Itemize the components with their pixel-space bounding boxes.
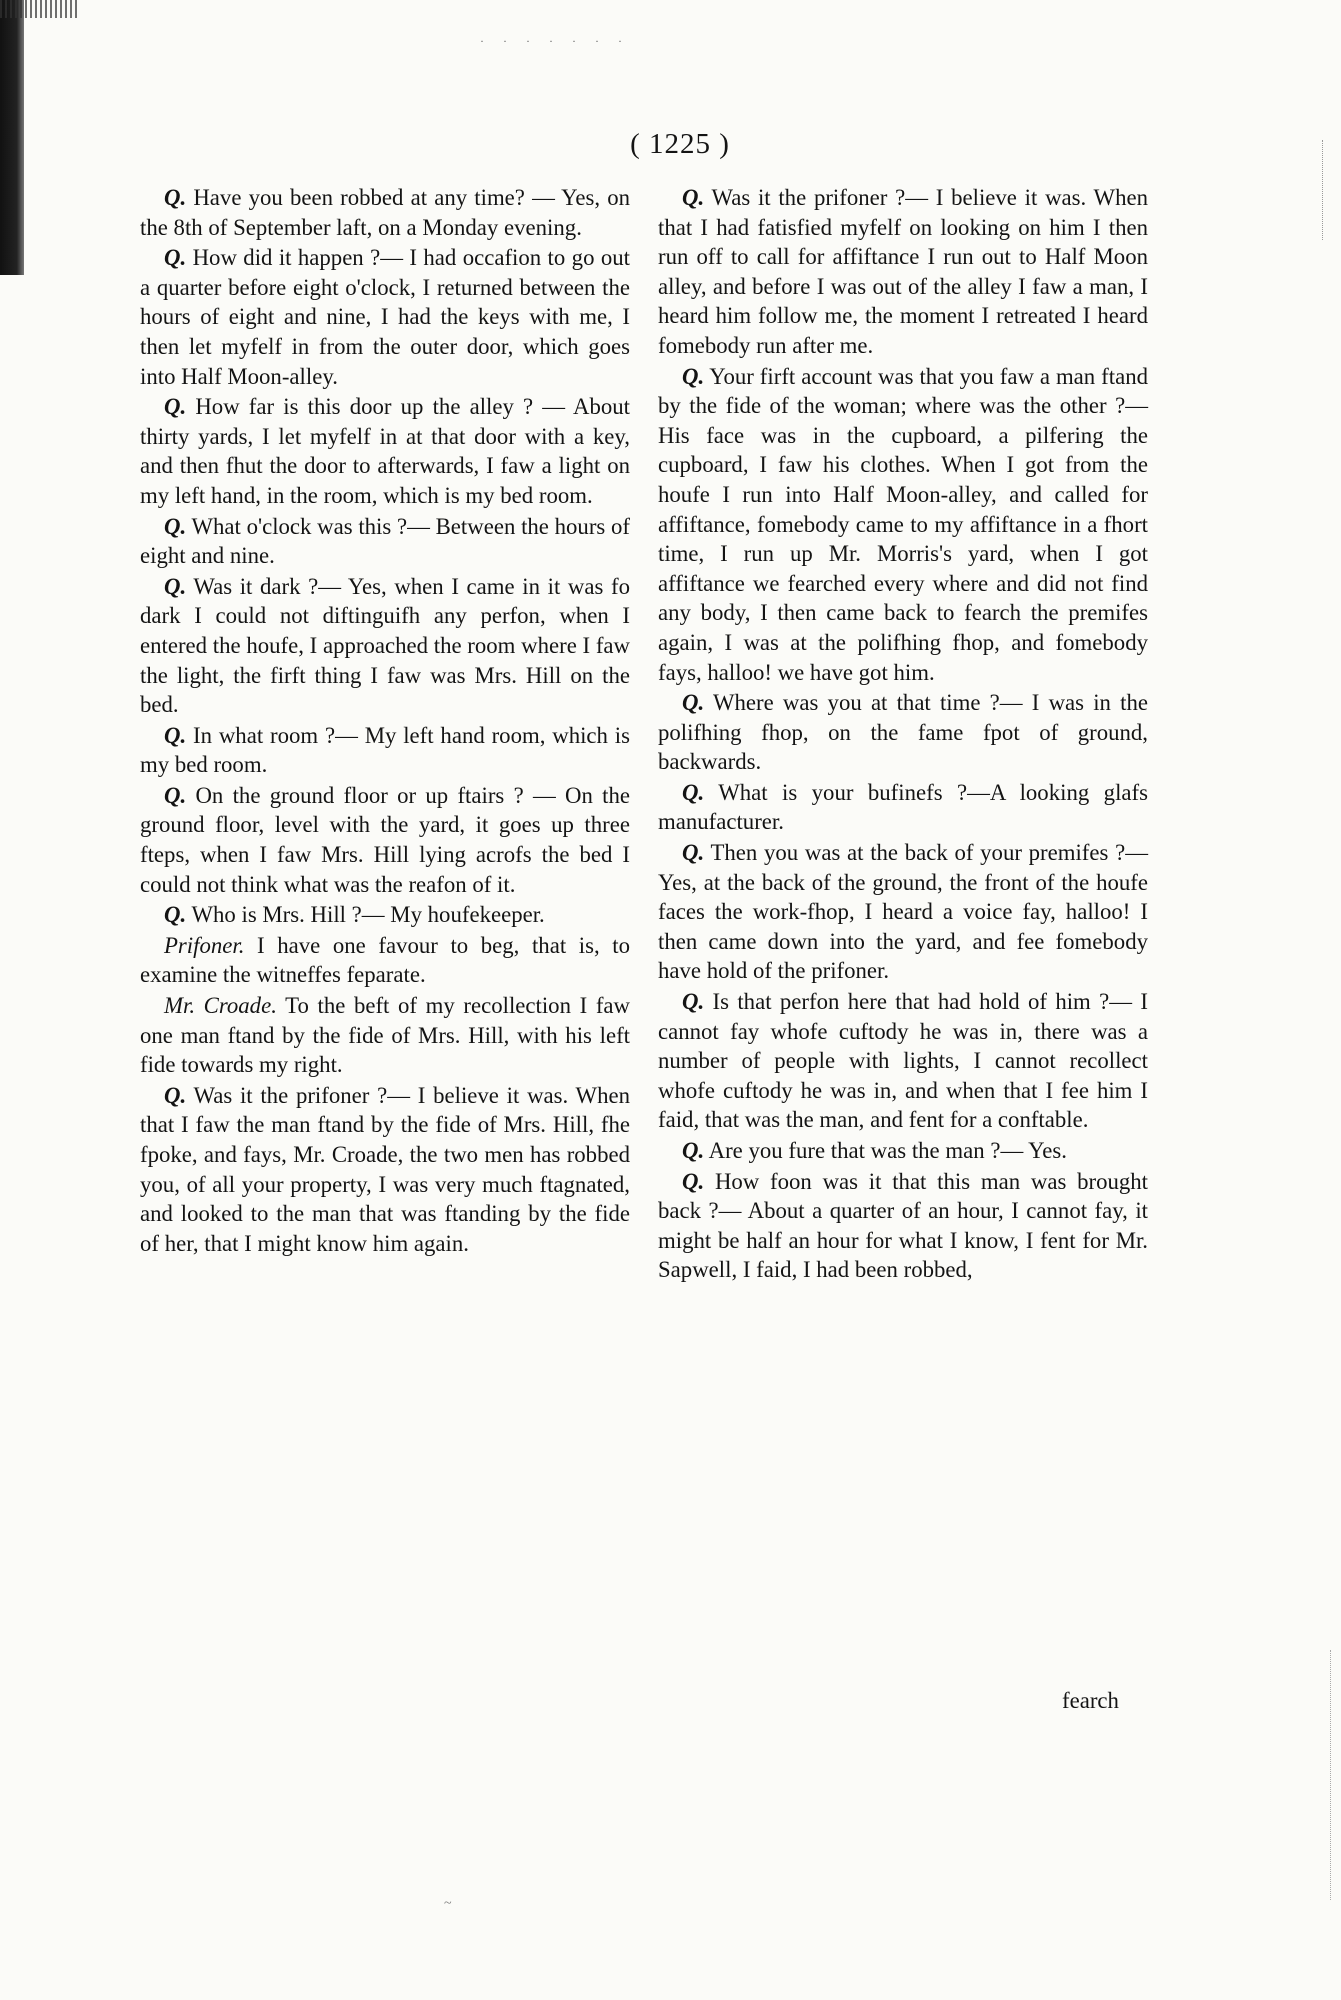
binding-edge xyxy=(0,0,24,275)
question-marker: Q. xyxy=(164,245,187,271)
paragraph xyxy=(140,900,630,930)
paragraph xyxy=(140,721,630,780)
paragraph-text: In what room ?— My left hand room, which is my bed room. xyxy=(140,722,630,778)
paragraph xyxy=(140,781,630,899)
paragraph-text: Is that perfon here that had hold of him ?— I cannot fay whofe cuftody he was in, there was a number of people with lights, I cannot recollect whofe cuftody he was in, and when that I fee him I faid, that was the man, and fent for a conftable. xyxy=(658,989,1149,1133)
question-marker: Q. xyxy=(164,902,187,928)
paragraph-text: I have one favour to beg, that is, to examine the witneffes feparate. xyxy=(140,932,630,988)
question-marker: Q. xyxy=(682,1138,705,1163)
paragraph xyxy=(658,688,1148,777)
speaker-name: Prifoner. xyxy=(164,932,245,958)
paragraph-text: On the ground floor or up ftairs ? — On the ground floor, level with the yard, it goes up three fteps, when I faw Mrs. Hill lying acrofs the bed I could not think what was the reafon of it. xyxy=(140,782,631,897)
paragraph xyxy=(658,362,1148,688)
paragraph-text: How far is this door up the alley ? — About thirty yards, I let myfelf in at that door with a key, and then fhut the door to afterwards, I faw a light on my left hand, in the room, which is my bed room. xyxy=(140,394,630,508)
question-marker: Q. xyxy=(682,989,705,1015)
margin-marks-lower xyxy=(1330,1650,1335,1900)
question-marker: Q. xyxy=(682,1168,705,1194)
paragraph xyxy=(658,183,1148,361)
paragraph-text: Then you was at the back of your premifes ?— Yes, at the back of the ground, the front of the houfe faces the work-fhop, I heard a voice fay, halloo! I then came down into the yard, and fee fomebody have hold of the prifoner. xyxy=(658,840,1148,984)
paragraph xyxy=(140,572,630,720)
paragraph xyxy=(658,838,1148,986)
paragraph xyxy=(140,1081,630,1259)
question-marker: Q. xyxy=(164,394,187,420)
paragraph-text: How did it happen ?— I had occafion to go out a quarter before eight o'clock, I returned between the hours of eight and nine, I had the keys with me, I then let myfelf in from the outer door, which goes into Half Moon-alley. xyxy=(140,245,630,389)
question-marker: Q. xyxy=(164,1082,187,1108)
paragraph xyxy=(140,392,630,510)
paragraph xyxy=(140,243,630,391)
paragraph-text: Was it the prifoner ?— I believe it was. When that I had fatisfied myfelf on looking on him I then run off to call for affiftance I run out to Half Moon alley, and before I was out of the alley I faw a man, I heard him follow me, the moment I retreated I heard fomebody run after me. xyxy=(658,185,1148,358)
paragraph-text: Was it the prifoner ?— I believe it was. When that I faw the man ftand by the fide of Mrs. Hill, fhe fpoke, and fays, Mr. Croade, the two men has robbed you, of all your property, I was very much ftagnated, and looked to the man that was ftanding by the fide of her, that I might know him again. xyxy=(140,1082,630,1256)
paragraph-text: Who is Mrs. Hill ?— My houfekeeper. xyxy=(191,902,545,928)
question-marker: Q. xyxy=(164,185,187,210)
binding-top-marks xyxy=(0,0,80,18)
right-column xyxy=(658,183,1148,1286)
paragraph xyxy=(140,931,630,990)
paragraph xyxy=(658,1136,1148,1166)
paragraph-text: Was it dark ?— Yes, when I came in it was fo dark I could not diftinguifh any perfon, when I entered the houfe, I approached the room where I faw the light, the firft thing I faw was Mrs. Hill on the bed. xyxy=(140,573,630,718)
question-marker: Q. xyxy=(164,513,187,539)
left-column xyxy=(140,183,630,1259)
paragraph-text: What is your bufinefs ?—A looking glafs manufacturer. xyxy=(658,779,1148,835)
question-marker: Q. xyxy=(164,782,187,808)
paragraph-text: Are you fure that was the man ?— Yes. xyxy=(708,1138,1067,1163)
paragraph xyxy=(140,991,630,1080)
question-marker: Q. xyxy=(682,690,705,716)
question-marker: Q. xyxy=(682,779,705,805)
catchword: fearch xyxy=(1062,1688,1119,1713)
paragraph xyxy=(658,987,1148,1135)
question-marker: Q. xyxy=(682,840,705,866)
paragraph xyxy=(140,183,630,242)
question-marker: Q. xyxy=(164,722,187,748)
paragraph-text: Your firft account was that you faw a man ftand by the fide of the woman; where was the other ?— His face was in the cupboard, a pilfering the cupboard, I faw his clothes. When I got from the houfe I run into Half Moon-alley, and called for affiftance, fomebody came to my affiftance in a fhort time, I run up Mr. Morris's yard, when I got affiftance we fearched every where and did not find any body, I then came back to fearch the premifes again, I was at the polifhing fhop, and fomebody fays, halloo! we have got him. xyxy=(658,363,1148,685)
paragraph-text: Have you been robbed at any time? — Yes, on the 8th of September laft, on a Monday evening. xyxy=(140,185,631,240)
paragraph-text: What o'clock was this ?— Between the hours of eight and nine. xyxy=(140,513,630,569)
print-mark: ~ xyxy=(444,1896,452,1911)
paragraph-text: To the beft of my recollection I faw one man ftand by the fide of Mrs. Hill, with his left fide towards my right. xyxy=(140,993,630,1078)
question-marker: Q. xyxy=(682,363,705,389)
page-number: ( 1225 ) xyxy=(630,128,730,160)
paragraph-text: Where was you at that time ?— I was in the polifhing fhop, on the fame fpot of ground, backwards. xyxy=(658,690,1148,775)
paragraph xyxy=(658,1167,1148,1285)
question-marker: Q. xyxy=(682,185,705,210)
margin-marks xyxy=(1322,140,1327,240)
speaker-name: Mr. Croade. xyxy=(164,993,277,1019)
print-specks: · · · · · · · xyxy=(480,34,630,48)
question-marker: Q. xyxy=(164,573,187,599)
paragraph xyxy=(658,778,1148,837)
paragraph xyxy=(140,512,630,571)
paragraph-text: How foon was it that this man was brought back ?— About a quarter of an hour, I cannot fay, it might be half an hour for what I know, I fent for Mr. Sapwell, I faid, I had been robbed, xyxy=(658,1168,1148,1283)
